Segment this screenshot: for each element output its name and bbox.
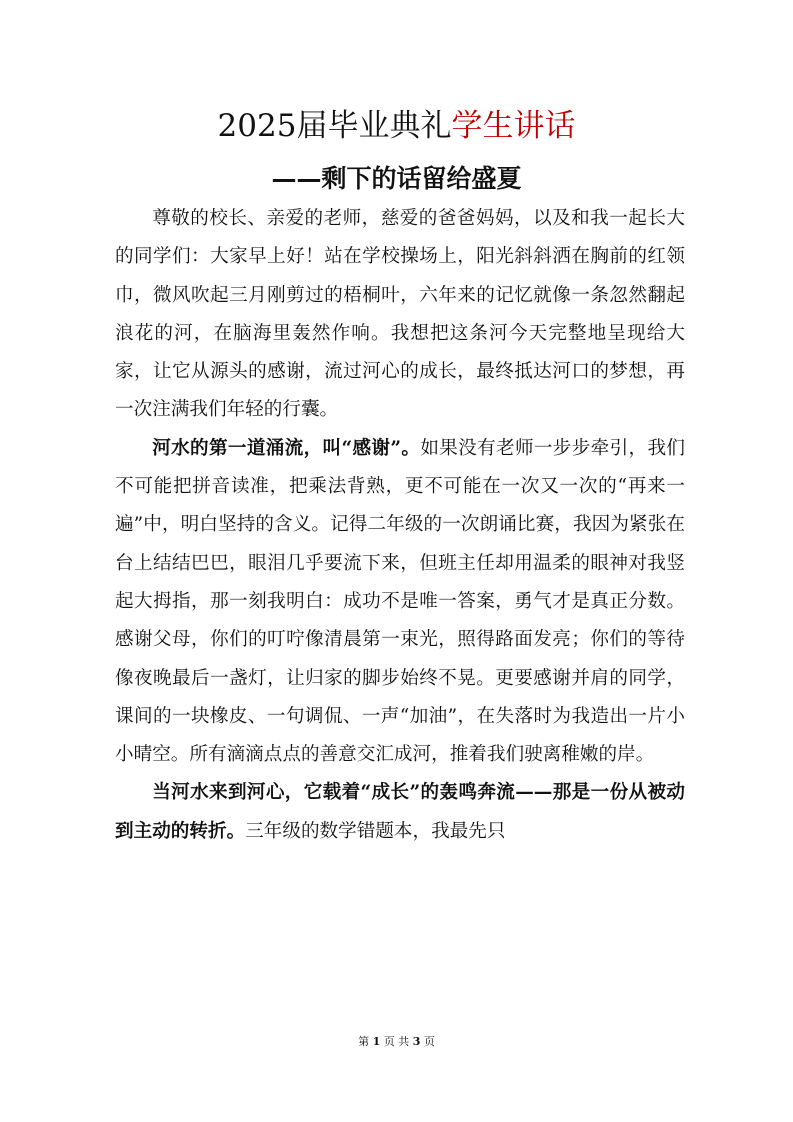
current-page-number: 1 xyxy=(372,1035,381,1048)
paragraph-gratitude xyxy=(115,430,685,775)
paragraph-text: 如果没有老师一步步牵引，我们不可能把拼音读准，把乘法背熟，更不可能在一次又一次的“再来一遍”中，明白坚持的含义。记得二年级的一次朗诵比赛，我因为紧张在台上结结巴巴，眼泪几乎要流下来，但班主任却用温柔的眼神对我竖起大拇指，那一刻我明白：成功不是唯一答案，勇气才是真正分数。感谢父母，你们的叮咛像清晨第一束光，照得路面发亮；你们的等待像夜晚最后一盏灯，让归家的脚步始终不晃。更要感谢并肩的同学，课间的一块橡皮、一句调侃、一声“加油”，在失落时为我造出一片小小晴空。所有滴滴点点的善意交汇成河，推着我们驶离稚嫩的岸。 xyxy=(115,437,685,766)
paragraph-text: 尊敬的校长、亲爱的老师，慈爱的爸爸妈妈，以及和我一起长大的同学们：大家早上好！站在学校操场上，阳光斜斜洒在胸前的红领巾，微风吹起三月刚剪过的梧桐叶，六年来的记忆就像一条忽然翻起浪花的河，在脑海里轰然作响。我想把这条河今天完整地呈现给大家，让它从源头的感谢，流过河心的成长，最终抵达河口的梦想，再一次注满我们年轻的行囊。 xyxy=(115,208,685,421)
footer-middle: 页 共 xyxy=(383,1035,410,1048)
page-footer xyxy=(0,1034,793,1050)
title-main: 2025届毕业典礼 xyxy=(217,108,452,144)
paragraph-text: 三年级的数学错题本，我最先只 xyxy=(245,820,506,842)
footer-prefix: 第 xyxy=(358,1035,370,1048)
paragraph-lead: 河水的第一道涌流，叫“感谢”。 xyxy=(152,437,421,459)
paragraph-lead: 当河水来到河心，它载着“成长”的轰鸣奔流——那是一份从被动到主动的转折。 xyxy=(115,782,685,842)
total-page-count: 3 xyxy=(412,1035,421,1048)
title-accent: 学生讲话 xyxy=(451,108,576,144)
footer-suffix: 页 xyxy=(423,1035,435,1048)
speech-body xyxy=(115,200,685,851)
page-subtitle: ——剩下的话留给盛夏 xyxy=(271,164,522,193)
paragraph-greeting xyxy=(115,200,685,430)
page-title xyxy=(0,103,793,149)
paragraph-growth xyxy=(115,774,685,851)
